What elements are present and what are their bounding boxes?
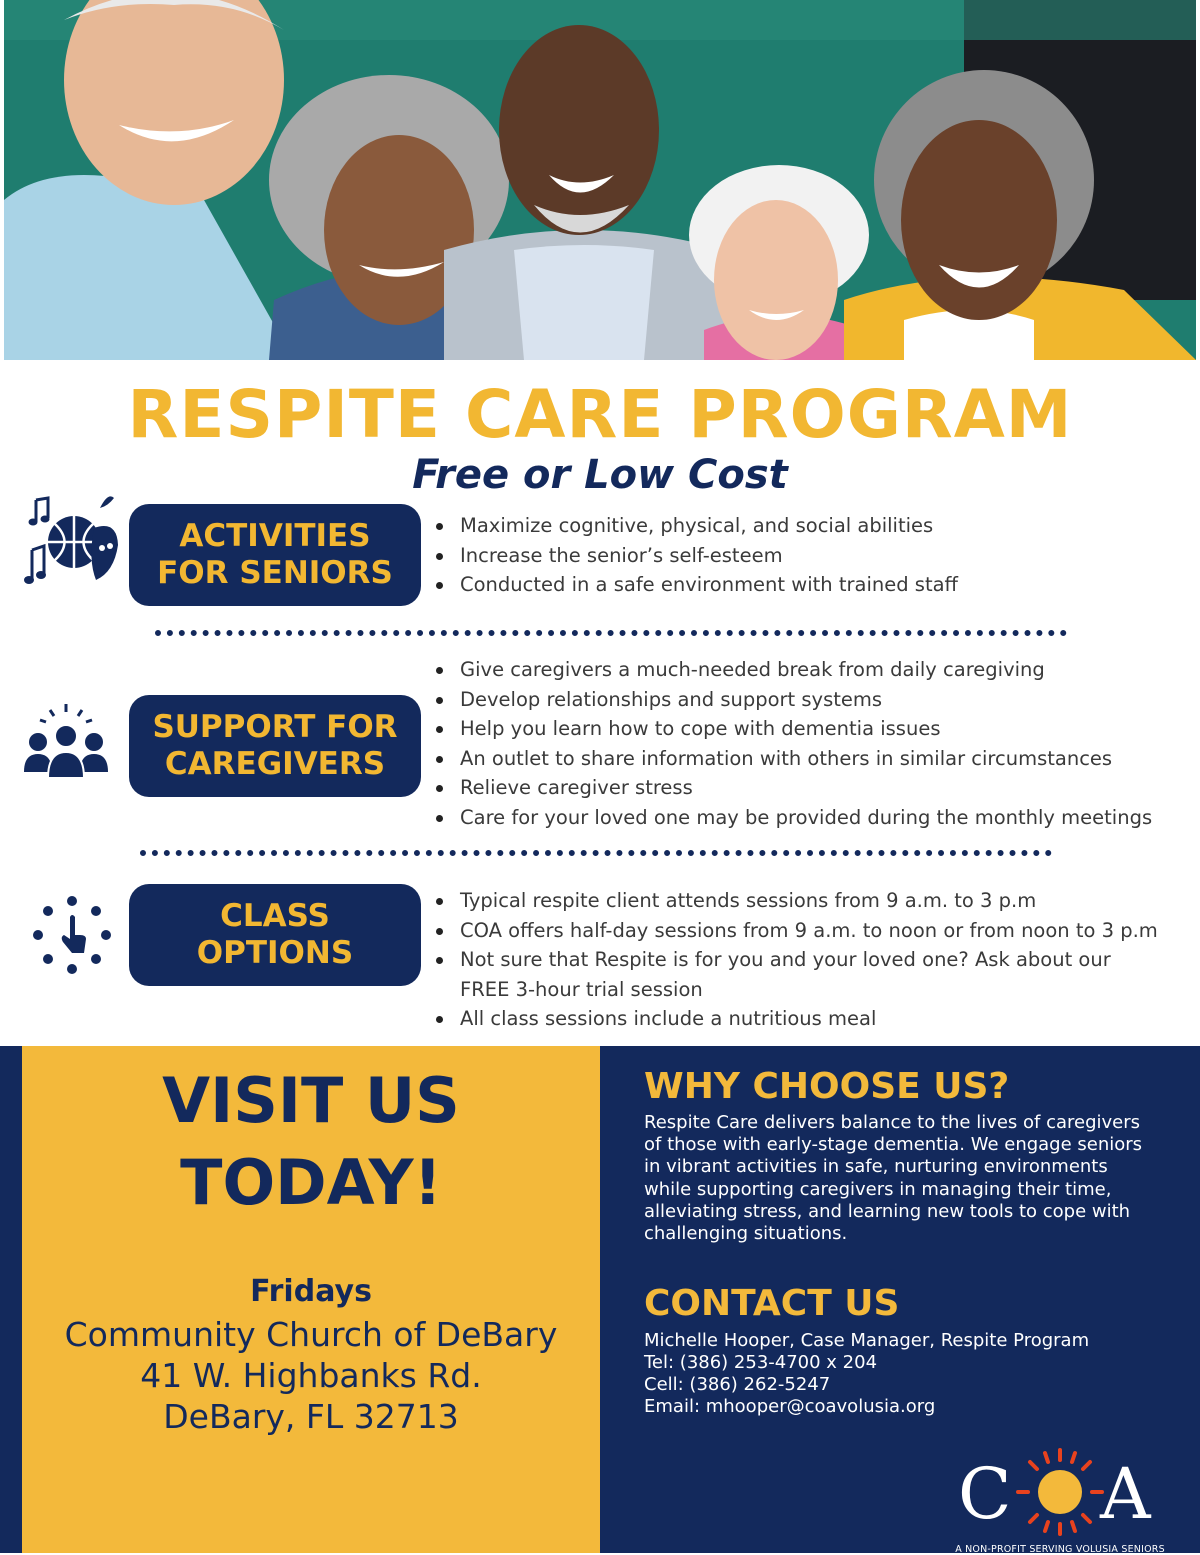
list-item: Conducted in a safe environment with trained staff bbox=[432, 570, 1172, 600]
list-item: Care for your loved one may be provided during the monthly meetings bbox=[432, 803, 1172, 833]
coa-logo bbox=[950, 1442, 1170, 1542]
list-item: COA offers half-day sessions from 9 a.m. to noon or from noon to 3 p.m bbox=[432, 916, 1162, 946]
arts-sports-icon bbox=[22, 490, 122, 590]
visit-address bbox=[22, 1314, 600, 1437]
list-item: All class sessions include a nutritious meal bbox=[432, 1004, 1162, 1034]
section-label-activities bbox=[129, 504, 421, 606]
contact-line: Michelle Hooper, Case Manager, Respite Program bbox=[644, 1330, 1090, 1351]
visit-panel bbox=[0, 1046, 600, 1553]
address-line: 41 W. Highbanks Rd. bbox=[140, 1356, 482, 1395]
why-heading: WHY CHOOSE US? bbox=[644, 1066, 1010, 1107]
activities-bullet-list bbox=[432, 511, 1172, 600]
section-label-line: SUPPORT FOR bbox=[152, 708, 398, 745]
caregivers-bullet-list bbox=[432, 655, 1172, 832]
section-label-line: FOR SENIORS bbox=[157, 555, 393, 591]
sun-icon bbox=[1018, 1450, 1102, 1534]
list-item: Give caregivers a much-needed break from daily caregiving bbox=[432, 655, 1172, 685]
section-label-line: ACTIVITIES bbox=[179, 517, 371, 554]
section-divider bbox=[155, 630, 1067, 636]
section-label-line: OPTIONS bbox=[196, 935, 354, 971]
list-item: Typical respite client attends sessions from 9 a.m. to 3 p.m bbox=[432, 886, 1162, 916]
contact-email: Email: mhooper@coavolusia.org bbox=[644, 1396, 936, 1417]
logo-letter: C bbox=[958, 1453, 1012, 1535]
list-item: Maximize cognitive, physical, and social abilities bbox=[432, 511, 1172, 541]
contact-line: Tel: (386) 253-4700 x 204 bbox=[644, 1352, 878, 1373]
why-text: Respite Care delivers balance to the lives of caregivers of those with early-stage dementia. We engage seniors in vibrant activities in safe, nurturing environments while supporting caregivers in managing their time, alleviating stress, and learning new tools to cope with challenging situations. bbox=[644, 1112, 1143, 1245]
visit-heading-line: TODAY! bbox=[180, 1146, 442, 1219]
visit-day: Fridays bbox=[250, 1274, 372, 1309]
contact-heading: CONTACT US bbox=[644, 1283, 900, 1324]
section-label-line: CAREGIVERS bbox=[164, 746, 386, 782]
list-item: Not sure that Respite is for you and your loved one? Ask about our FREE 3-hour trial session bbox=[432, 945, 1162, 1004]
class-options-bullet-list bbox=[432, 886, 1162, 1034]
page-title: RESPITE CARE PROGRAM bbox=[127, 376, 1073, 453]
logo-tagline: A NON-PROFIT SERVING VOLUSIA SENIORS bbox=[955, 1544, 1165, 1555]
hero-photo-seniors bbox=[4, 0, 1196, 360]
section-label-class-options bbox=[129, 884, 421, 986]
address-line: DeBary, FL 32713 bbox=[163, 1397, 459, 1436]
page-subtitle: Free or Low Cost bbox=[412, 452, 788, 498]
contact-line: Cell: (386) 262-5247 bbox=[644, 1374, 831, 1395]
contact-details bbox=[644, 1330, 1154, 1418]
list-item: Help you learn how to cope with dementia issues bbox=[432, 714, 1172, 744]
section-label-line: CLASS bbox=[220, 897, 330, 934]
list-item: Increase the senior’s self-esteem bbox=[432, 541, 1172, 571]
visit-heading-line: VISIT US bbox=[162, 1064, 460, 1137]
list-item: An outlet to share information with others in similar circumstances bbox=[432, 744, 1172, 774]
tap-options-icon bbox=[30, 893, 114, 977]
section-label-caregivers bbox=[129, 695, 421, 797]
address-line: Community Church of DeBary bbox=[64, 1315, 558, 1354]
info-panel bbox=[600, 1046, 1200, 1553]
list-item: Relieve caregiver stress bbox=[432, 773, 1172, 803]
visit-heading bbox=[22, 1060, 600, 1224]
list-item: Develop relationships and support systems bbox=[432, 685, 1172, 715]
logo-letter: A bbox=[1100, 1453, 1151, 1535]
section-divider bbox=[140, 850, 1052, 856]
group-people-icon bbox=[20, 700, 112, 780]
